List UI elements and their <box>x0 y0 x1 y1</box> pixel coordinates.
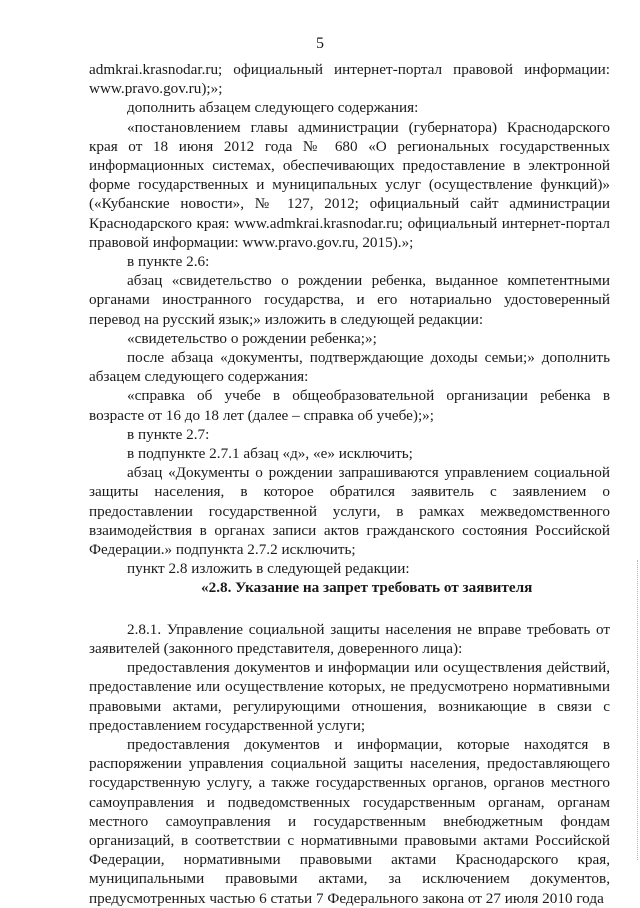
paragraph: абзац «Документы о рождении запрашиваются управлением социальной защиты населения, в которое обратился заявитель с заявлением о предоставлении государственной услуги, в рамках межведомственного взаимодействия в органах записи актов гражданского состояния Российской Федерации.» подпункта 2.7.2 исключить; <box>89 464 610 559</box>
paragraph: предоставления документов и информации или осуществления действий, предоставление или осуществление которых, не предусмотрено нормативными правовыми актами, регулирующими отношения, возникающие в связи с предоставлением государственной услуги; <box>89 659 610 734</box>
paragraph: в пункте 2.7: <box>127 425 210 443</box>
section-heading: «2.8. Указание на запрет требовать от заявителя <box>201 579 533 597</box>
paragraph: дополнить абзацем следующего содержания: <box>127 99 419 117</box>
paragraph: после абзаца «документы, подтверждающие доходы семьи;» дополнить абзацем следующего содержания: <box>89 349 610 386</box>
paragraph: пункт 2.8 изложить в следующей редакции: <box>127 560 410 578</box>
paragraph: абзац «свидетельство о рождении ребенка, выданное компетентными органами иностранного государства, и его нотариально удостоверенный перевод на русский язык;» изложить в следующей редакции: <box>89 272 610 328</box>
paragraph: в подпункте 2.7.1 абзац «д», «е» исключить; <box>127 445 413 463</box>
paragraph: «свидетельство о рождении ребенка;»; <box>127 329 377 347</box>
paragraph: «справка об учебе в общеобразовательной организации ребенка в возрасте от 16 до 18 лет (далее – справка об учебе);»; <box>89 387 610 424</box>
paragraph: в пункте 2.6: <box>127 253 210 271</box>
paragraph: 2.8.1. Управление социальной защиты населения не вправе требовать от заявителей (законного представителя, доверенного лица): <box>89 620 610 657</box>
paragraph: предоставления документов и информации, которые находятся в распоряжении управления социальной защиты населения, предоставляющего государственную услугу, а также государственных органов, органов местного самоуправления и подведомственных государственным органам, органам местного самоуправления и государственным внебюджетным фондам организаций, в соответствии с нормативными правовыми актами Российской Федерации, нормативными правовыми актами Краснодарского края, муниципальными правовыми актами, за исключением документов, предусмотренных частью 6 статьи 7 Федерального закона от 27 июля 2010 года <box>89 735 610 907</box>
scan-edge-marks <box>634 560 638 860</box>
paragraph: «постановлением главы администрации (губернатора) Краснодарского края от 18 июня 2012 года № 680 «О региональных государственных информационных системах, обеспечивающих предоставление в электронной форме государственных и муниципальных услуг (осуществление функций)» («Кубанские новости», № 127, 2012; официальный сайт администрации Краснодарского края: www.admkrai.krasnodar.ru; официальный интернет-портал правовой информации: www.pravo.gov.ru, 2015).»; <box>89 118 610 251</box>
page-number: 5 <box>316 35 324 52</box>
document-body <box>89 60 610 908</box>
paragraph: admkrai.krasnodar.ru; официальный интернет-портал правовой информации: www.pravo.gov.ru);»; <box>89 61 610 98</box>
